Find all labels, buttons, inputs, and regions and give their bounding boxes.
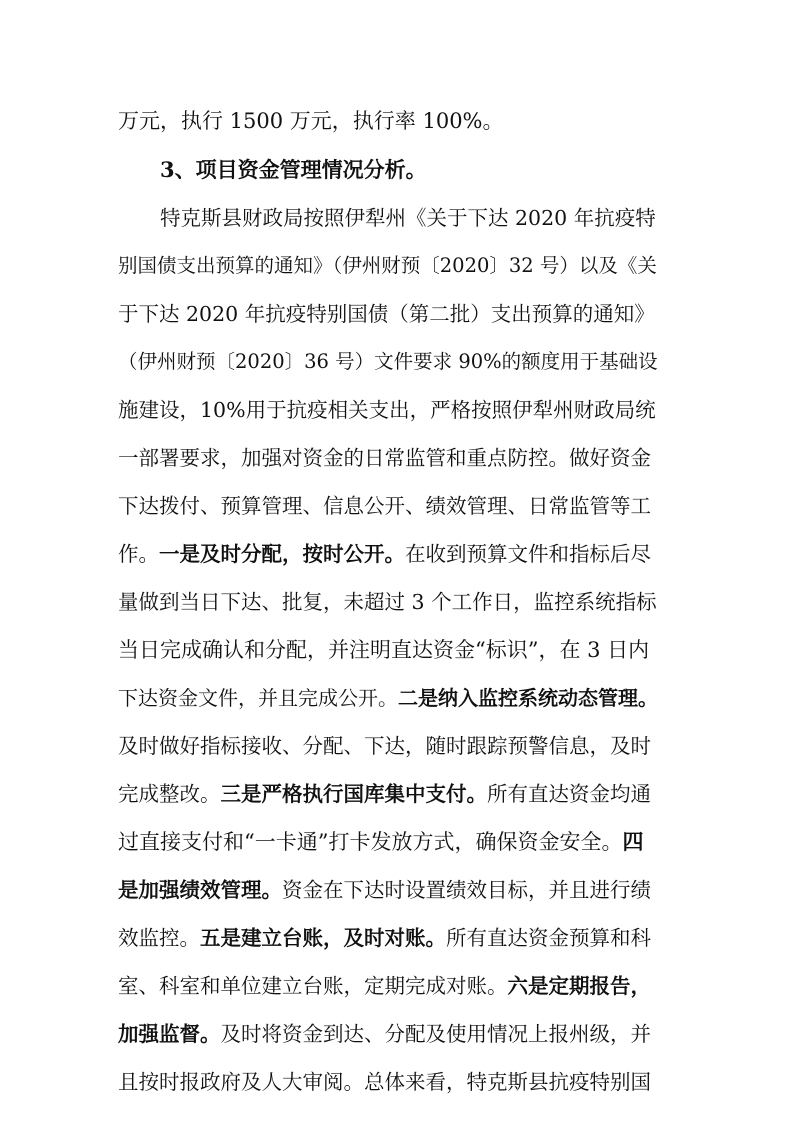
text-line-10 — [118, 534, 658, 574]
text-line-16 — [118, 822, 658, 862]
line-text-bold: 五是建立台账，及时对账。 — [200, 926, 446, 950]
line-text-bold: 三是严格执行国库集中支付。 — [220, 782, 487, 806]
line-text: 及时做好指标接收、分配、下达，随时跟踪预警信息，及时 — [118, 734, 651, 758]
line-text-bold: 二是纳入监控系统动态管理。 — [398, 686, 658, 710]
line-text: 万元，执行 1500 万元，执行率 100%。 — [118, 109, 504, 133]
text-line-20 — [118, 1014, 658, 1054]
text-line-13 — [118, 678, 658, 718]
line-text-a: 效监控。 — [118, 926, 200, 950]
line-text-a: 室、科室和单位建立台账，定期完成对账。 — [118, 974, 508, 998]
line-text-a: 完成整改。 — [118, 782, 221, 806]
line-text: 于下达 2020 年抗疫特别国债（第二批）支出预算的通知》 — [118, 302, 655, 326]
line-text: 施建设，10%用于抗疫相关支出，严格按照伊犁州财政局统 — [118, 398, 656, 422]
line-text: 下达拨付、预算管理、信息公开、绩效管理、日常监管等工 — [118, 494, 651, 518]
line-text-a: 过直接支付和“一卡通”打卡发放方式，确保资金安全。 — [118, 830, 623, 854]
text-line-12 — [118, 630, 658, 670]
text-line-9 — [118, 486, 658, 526]
text-line-4 — [118, 246, 658, 286]
text-line-6 — [118, 342, 658, 382]
line-text-c: 所有直达资金预算和科 — [446, 926, 651, 950]
text-line-7 — [118, 390, 658, 430]
line-text-c: 所有直达资金均通 — [487, 782, 651, 806]
text-line-3 — [160, 198, 658, 238]
text-line-1 — [118, 101, 658, 141]
line-text-c: 及时将资金到达、分配及使用情况上报州级，并 — [220, 1022, 651, 1046]
line-text: 一部署要求，加强对资金的日常监管和重点防控。做好资金 — [118, 446, 651, 470]
line-text-a: 作。 — [118, 542, 159, 566]
line-text-bold: 一是及时分配，按时公开。 — [159, 542, 405, 566]
line-text: （伊州财预〔2020〕36 号）文件要求 90%的额度用于基础设 — [118, 350, 658, 373]
text-line-19 — [118, 966, 658, 1006]
line-text: 别国债支出预算的通知》（伊州财预〔2020〕32 号）以及《关 — [118, 254, 657, 277]
line-text: 特克斯县财政局按照伊犁州《关于下达 2020 年抗疫特 — [160, 206, 656, 230]
text-line-18 — [118, 918, 658, 958]
line-text-bold: 加强监督。 — [118, 1022, 221, 1046]
text-line-15 — [118, 774, 658, 814]
text-line-11 — [118, 582, 658, 622]
text-line-5 — [118, 294, 658, 334]
text-line-17 — [118, 870, 658, 910]
line-text: 且按时报政府及人大审阅。总体来看，特克斯县抗疫特别国 — [118, 1070, 651, 1094]
section-heading — [160, 150, 658, 190]
line-text-bold: 四 — [622, 829, 644, 854]
text-line-14 — [118, 726, 658, 766]
text-line-8 — [118, 438, 658, 478]
line-text-bold: 六是定期报告， — [507, 974, 651, 998]
line-text-bold: 是加强绩效管理。 — [118, 878, 282, 902]
line-text-c: 在收到预算文件和指标后尽 — [405, 542, 651, 566]
line-text: 量做到当日下达、批复，未超过 3 个工作日，监控系统指标 — [118, 590, 657, 614]
line-text-c: 资金在下达时设置绩效目标，并且进行绩 — [282, 878, 651, 902]
text-line-21 — [118, 1062, 658, 1102]
line-text: 当日完成确认和分配，并注明直达资金“标识”，在 3 日内 — [118, 638, 650, 662]
line-text-a: 下达资金文件，并且完成公开。 — [118, 686, 398, 710]
heading-text: 3、项目资金管理情况分析。 — [160, 157, 427, 182]
